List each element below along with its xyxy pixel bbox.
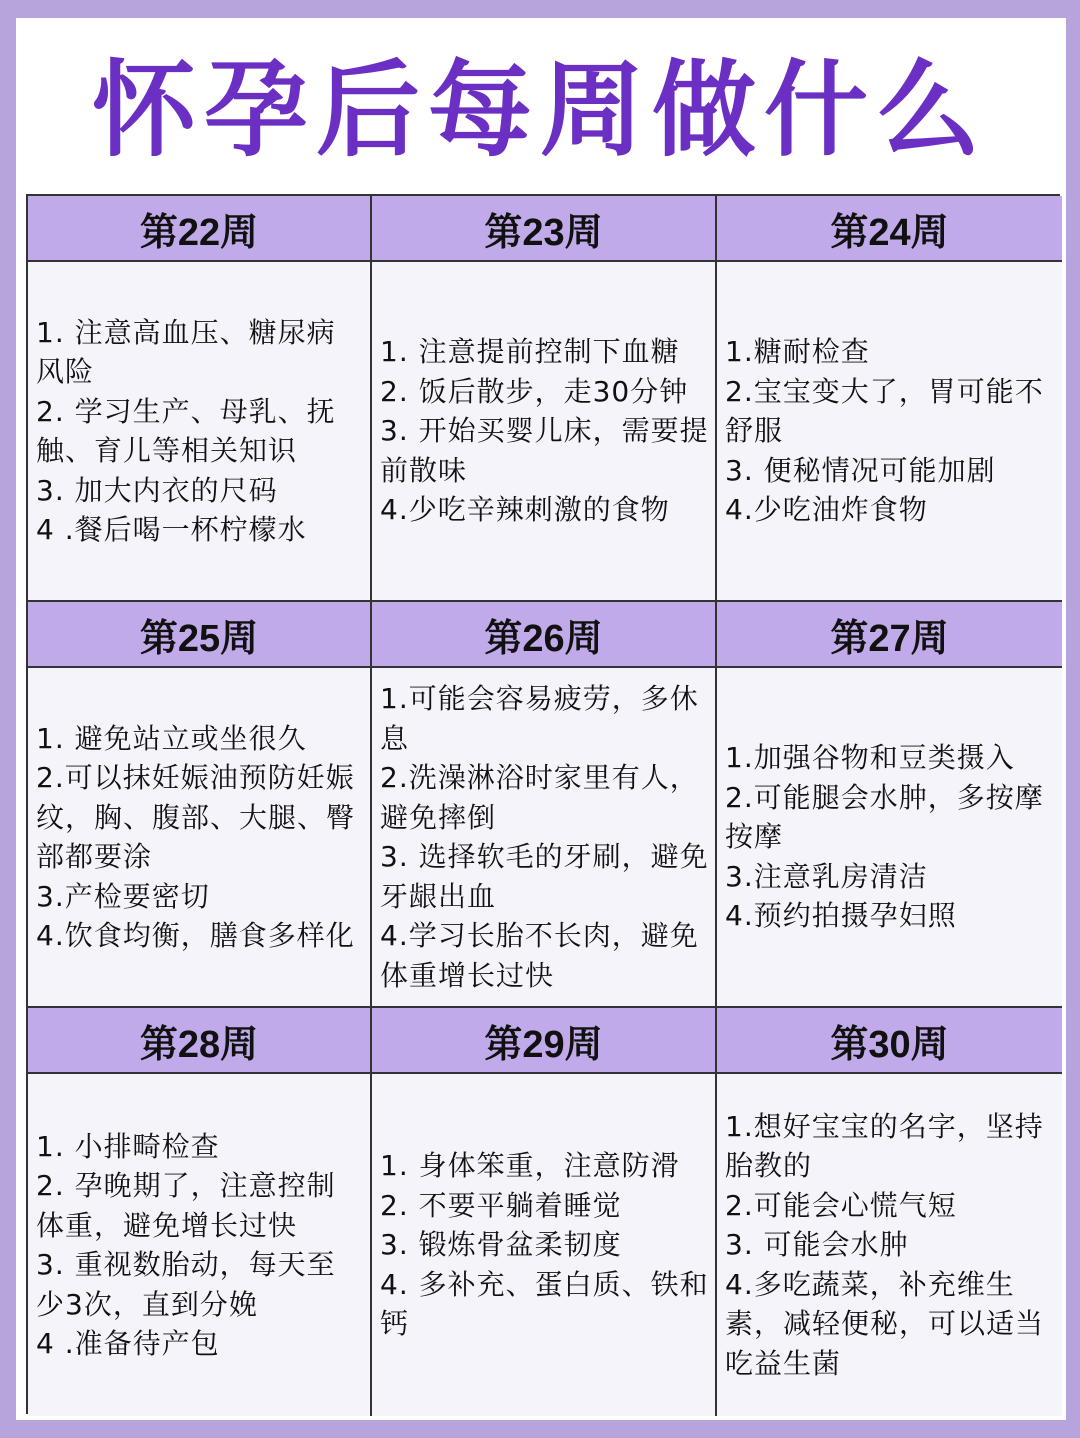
weekly-table bbox=[26, 194, 1060, 1414]
list-item: 3. 便秘情况可能加剧 bbox=[725, 453, 996, 487]
list-item: 2.可以抹妊娠油预防妊娠纹，胸、腹部、大腿、臀部都要涂 bbox=[36, 761, 356, 873]
list-item: 3. 锻炼骨盆柔韧度 bbox=[380, 1228, 622, 1262]
week-28-header: 第28周 bbox=[28, 1008, 372, 1074]
week-30-header: 第30周 bbox=[717, 1008, 1062, 1074]
week-22-header: 第22周 bbox=[28, 196, 372, 262]
week-29-cell bbox=[372, 1074, 717, 1416]
list-item: 2.宝宝变大了，胃可能不舒服 bbox=[725, 374, 1044, 448]
page-title: 怀孕后每周做什么 bbox=[91, 49, 988, 171]
list-item: 4.少吃辛辣刺激的食物 bbox=[380, 493, 670, 527]
week-26-header: 第26周 bbox=[372, 602, 717, 668]
list-item: 1. 身体笨重，注意防滑 bbox=[380, 1149, 680, 1183]
week-29-header: 第29周 bbox=[372, 1008, 717, 1074]
list-item: 3. 选择软毛的牙刷，避免牙龈出血 bbox=[380, 840, 709, 913]
list-item: 2. 不要平躺着睡觉 bbox=[380, 1188, 622, 1222]
week-28-cell bbox=[28, 1074, 372, 1416]
list-item: 1.想好宝宝的名字，坚持胎教的 bbox=[725, 1109, 1044, 1183]
list-item: 2.可能会心慌气短 bbox=[725, 1188, 957, 1222]
week-22-cell bbox=[28, 262, 372, 602]
list-item: 3. 可能会水肿 bbox=[725, 1228, 909, 1262]
list-item: 1. 注意高血压、糖尿病风险 bbox=[36, 315, 336, 388]
list-item: 1. 小排畸检查 bbox=[36, 1129, 220, 1163]
list-item: 4 .准备待产包 bbox=[36, 1327, 220, 1360]
list-item: 4. 多补充、蛋白质、铁和钙 bbox=[380, 1267, 709, 1341]
list-item: 3. 加大内衣的尺码 bbox=[36, 473, 278, 507]
list-item: 1. 避免站立或坐很久 bbox=[36, 721, 307, 755]
week-23-cell bbox=[372, 262, 717, 602]
list-item: 3.注意乳房清洁 bbox=[725, 859, 928, 893]
list-item: 2.洗澡淋浴时家里有人，避免摔倒 bbox=[380, 761, 699, 834]
list-item: 4.预约拍摄孕妇照 bbox=[725, 899, 957, 933]
week-30-cell bbox=[717, 1074, 1062, 1416]
week-24-header: 第24周 bbox=[717, 196, 1062, 262]
week-26-cell bbox=[372, 668, 717, 1008]
list-item: 2. 饭后散步，走30分钟 bbox=[380, 374, 689, 408]
list-item: 4.饮食均衡，膳食多样化 bbox=[36, 919, 355, 952]
list-item: 1.可能会容易疲劳，多休息 bbox=[380, 682, 699, 755]
list-item: 3. 开始买婴儿床，需要提前散味 bbox=[380, 414, 709, 487]
list-item: 2. 孕晚期了，注意控制体重，避免增长过快 bbox=[36, 1169, 336, 1242]
week-27-cell bbox=[717, 668, 1062, 1008]
list-item: 4.学习长胎不长肉，避免体重增长过快 bbox=[380, 919, 699, 992]
list-item: 1.加强谷物和豆类摄入 bbox=[725, 741, 1015, 775]
list-item: 3. 重视数胎动，每天至少3次，直到分娩 bbox=[36, 1248, 336, 1321]
list-item: 1. 注意提前控制下血糖 bbox=[380, 335, 680, 369]
week-24-cell bbox=[717, 262, 1062, 602]
list-item: 4 .餐后喝一杯柠檬水 bbox=[36, 513, 307, 546]
week-25-header: 第25周 bbox=[28, 602, 372, 668]
week-23-header: 第23周 bbox=[372, 196, 717, 262]
list-item: 2.可能腿会水肿，多按摩按摩 bbox=[725, 780, 1044, 854]
list-item: 1.糖耐检查 bbox=[725, 335, 870, 369]
list-item: 4.少吃油炸食物 bbox=[725, 493, 928, 527]
list-item: 2. 学习生产、母乳、抚触、育儿等相关知识 bbox=[36, 394, 336, 467]
week-25-cell bbox=[28, 668, 372, 1008]
week-27-header: 第27周 bbox=[717, 602, 1062, 668]
list-item: 4.多吃蔬菜，补充维生素，减轻便秘，可以适当吃益生菌 bbox=[725, 1267, 1045, 1380]
list-item: 3.产检要密切 bbox=[36, 879, 210, 913]
